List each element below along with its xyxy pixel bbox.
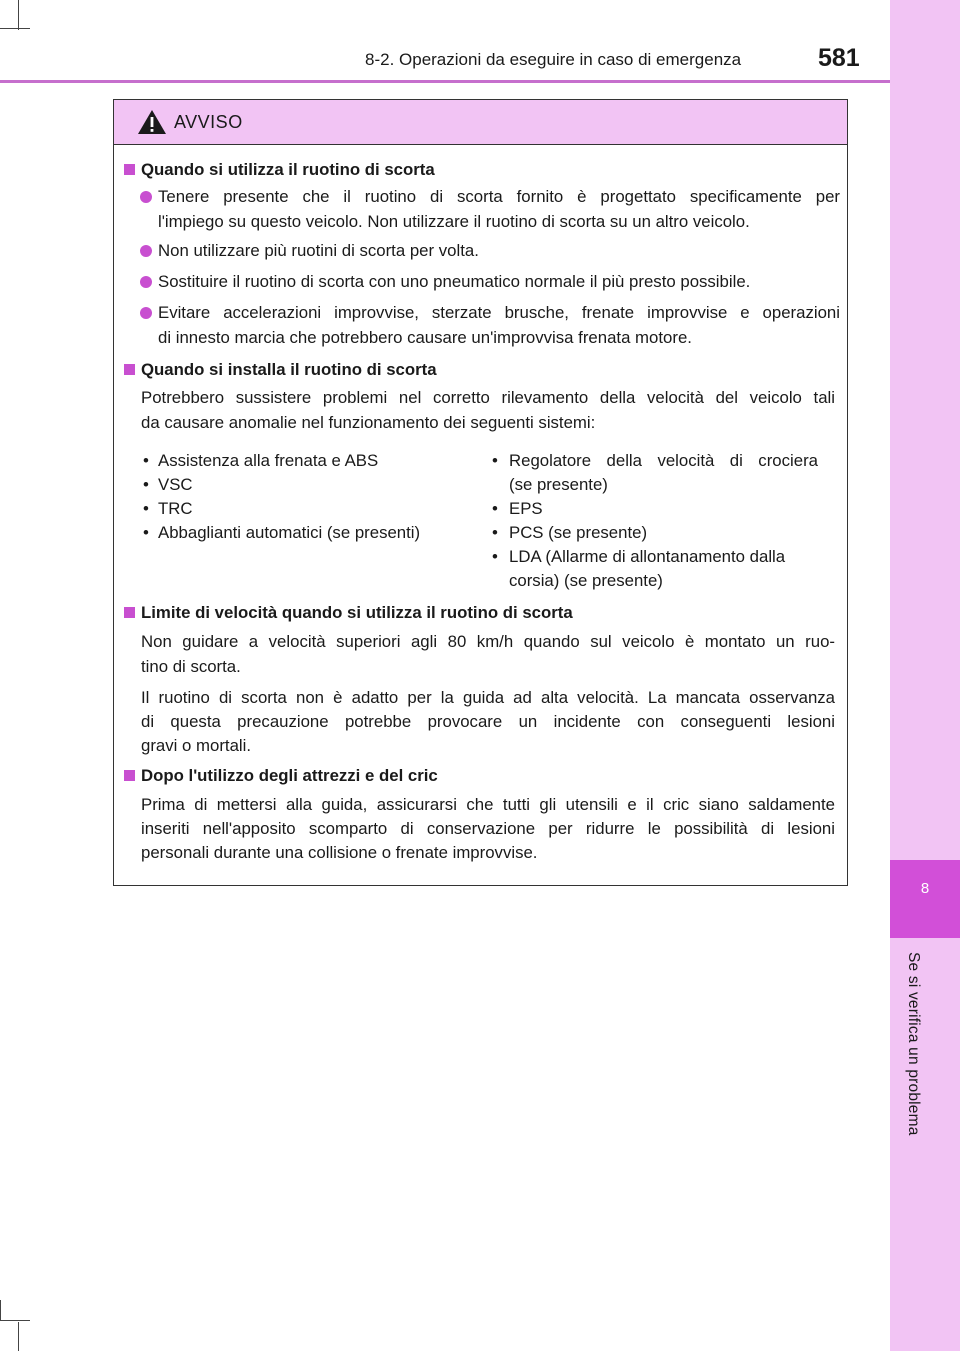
- list-item: EPS: [509, 499, 543, 518]
- section-marker-icon: [124, 770, 135, 781]
- crop-mark: [0, 1320, 30, 1321]
- crop-mark: [18, 0, 19, 30]
- side-tab-label: Se si verifica un problema: [905, 952, 922, 1136]
- bullet-dot-icon: [140, 245, 152, 257]
- crop-mark: [0, 28, 30, 29]
- section-heading: Quando si installa il ruotino di scorta: [141, 360, 437, 379]
- paragraph-line: personali durante una collisione o frenate improvvise.: [141, 843, 538, 862]
- list-item: TRC: [158, 499, 193, 518]
- section-marker-icon: [124, 164, 135, 175]
- list-item: PCS (se presente): [509, 523, 648, 542]
- bullet-dot-icon: [140, 307, 152, 319]
- paragraph-line: da causare anomalie nel funzionamento dei seguenti sistemi:: [141, 413, 596, 432]
- list-item: corsia) (se presente): [509, 571, 663, 590]
- list-item: LDA (Allarme di allontanamento dalla: [509, 547, 786, 566]
- list-bullet: •: [492, 499, 498, 518]
- list-bullet: •: [143, 475, 149, 494]
- list-bullet: •: [492, 451, 498, 470]
- warning-triangle-icon: [137, 109, 167, 135]
- section-heading: Quando si utilizza il ruotino di scorta: [141, 160, 435, 179]
- bullet-line: Evitare accelerazioni improvvise, sterzate brusche, frenate improvvise e operazioni: [158, 303, 840, 322]
- section-heading: Dopo l'utilizzo degli attrezzi e del cric: [141, 766, 438, 785]
- bullet-line: di innesto marcia che potrebbero causare un'improvvisa frenata motore.: [158, 328, 692, 347]
- paragraph-line: Prima di mettersi alla guida, assicurarsi che tutti gli utensili e il cric siano saldamente: [141, 795, 835, 814]
- list-bullet: •: [143, 451, 149, 470]
- list-item: VSC: [158, 475, 193, 494]
- side-tab-number: 8: [920, 880, 930, 897]
- bullet-line: Tenere presente che il ruotino di scorta fornito è progettato specificamente per: [158, 187, 840, 206]
- crop-mark: [0, 1300, 1, 1320]
- list-item: Assistenza alla frenata e ABS: [158, 451, 379, 470]
- list-item: Regolatore della velocità di crociera: [509, 451, 818, 470]
- list-item: Abbaglianti automatici (se presenti): [158, 523, 421, 542]
- warning-title: AVVISO: [174, 112, 243, 132]
- bullet-line: Non utilizzare più ruotini di scorta per volta.: [158, 241, 479, 260]
- crop-mark: [18, 1322, 19, 1351]
- list-bullet: •: [492, 523, 498, 542]
- paragraph-line: Non guidare a velocità superiori agli 80 km/h quando sul veicolo è montato un ruo-: [141, 632, 835, 651]
- list-bullet: •: [143, 523, 149, 542]
- bullet-dot-icon: [140, 276, 152, 288]
- bullet-dot-icon: [140, 191, 152, 203]
- list-bullet: •: [143, 499, 149, 518]
- paragraph-line: inseriti nell'apposito scomparto di conservazione per ridurre le possibilità di lesioni: [141, 819, 835, 838]
- section-title: 8-2. Operazioni da eseguire in caso di emergenza: [365, 50, 742, 69]
- paragraph-line: di questa precauzione potrebbe provocare un incidente con conseguenti lesioni: [141, 712, 835, 731]
- paragraph-line: Il ruotino di scorta non è adatto per la guida ad alta velocità. La mancata osservanza: [141, 688, 835, 707]
- paragraph-line: gravi o mortali.: [141, 736, 252, 755]
- bullet-line: l'impiego su questo veicolo. Non utilizzare il ruotino di scorta su un altro veicolo.: [158, 212, 750, 231]
- section-marker-icon: [124, 364, 135, 375]
- section-heading: Limite di velocità quando si utilizza il ruotino di scorta: [141, 603, 573, 622]
- side-tab-strip: [890, 0, 960, 1351]
- bullet-line: Sostituire il ruotino di scorta con uno pneumatico normale il più presto possibile.: [158, 272, 751, 291]
- header-rule: [0, 80, 890, 83]
- list-bullet: •: [492, 547, 498, 566]
- side-tab-active[interactable]: [890, 860, 960, 938]
- paragraph-line: Potrebbero sussistere problemi nel corretto rilevamento della velocità del veicolo tali: [141, 388, 835, 407]
- paragraph-line: tino di scorta.: [141, 657, 241, 676]
- section-marker-icon: [124, 607, 135, 618]
- page-number: 581: [818, 44, 860, 72]
- warning-header: [114, 100, 847, 145]
- list-item: (se presente): [509, 475, 608, 494]
